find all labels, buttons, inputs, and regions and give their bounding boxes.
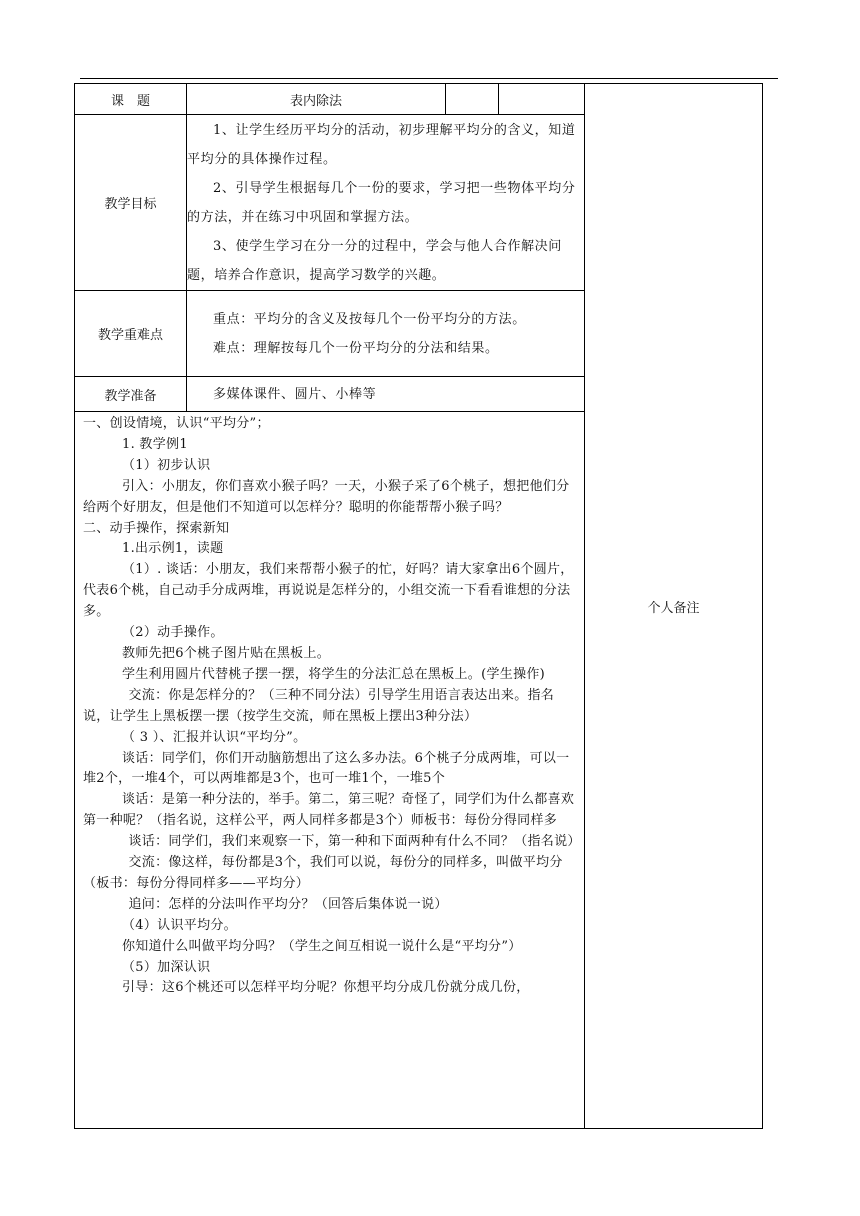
section-heading: 一、创设情境，认识“平均分”； — [83, 416, 270, 431]
body-paragraph: 学生利用圆片代替桃子摆一摆，将学生的分法汇总在黑板上。(学生操作) — [122, 666, 546, 682]
body-line: （5）加深认识 — [122, 959, 211, 975]
keypoints-label: 教学重难点 — [75, 291, 187, 377]
body-paragraph: （1）. 谈话：小朋友，我们来帮帮小猴子的忙，好吗？请大家拿出6个圆片，代表6个桃，自己动手分成两堆，再说说是怎样分的，小组交流一下看看谁想的分法多。 — [83, 562, 574, 620]
goals-label: 教学目标 — [75, 115, 187, 291]
body-line: （4）认识平均分。 — [122, 917, 237, 933]
lesson-body — [75, 412, 585, 1129]
body-line: 教师先把6个桃子图片贴在黑板上。 — [122, 645, 331, 661]
body-paragraph: 交流：像这样，每份都是3个，我们可以说，每份分的同样多，叫做平均分（板书：每份分得同样多——平均分） — [83, 855, 563, 891]
body-paragraph: 引入：小朋友，你们喜欢小猴子吗？一天，小猴子采了6个桃子，想把他们分给两个好朋友，但是他们不知道可以怎样分？聪明的你能帮帮小猴子吗？ — [83, 478, 570, 515]
body-line: （ 3 ）、汇报并认识“平均分”。 — [122, 729, 307, 745]
prep-value: 多媒体课件、圆片、小棒等 — [213, 386, 377, 402]
body-paragraph: 交流：你是怎样分的？（三种不同分法）引导学生用语言表达出来。指名说，让学生上黑板摆一摆（按学生交流，师在黑板上摆出3种分法） — [83, 687, 555, 724]
title-value: 表内除法 — [187, 84, 446, 115]
empty-cell — [446, 84, 499, 115]
goal-item: 3、使学生学习在分一分的过程中，学会与他人合作解决问题，培养合作意识，提高学习数学的兴趣。 — [187, 238, 562, 283]
body-paragraph: 谈话：同学们，我们来观察一下，第一种和下面两种有什么不同？（指名说） — [128, 834, 581, 850]
body-line: 追问：怎样的分法叫作平均分？（回答后集体说一说） — [128, 896, 448, 912]
lesson-plan-table — [74, 83, 763, 1129]
body-line: 引导：这6个桃还可以怎样平均分呢？你想平均分成几份就分成几份， — [122, 980, 530, 996]
body-line: 1. 教学例1 — [122, 436, 188, 452]
title-label: 课 题 — [75, 84, 187, 115]
title-row — [75, 84, 763, 115]
goal-item: 1、让学生经历平均分的活动，初步理解平均分的含义，知道平均分的具体操作过程。 — [187, 122, 576, 167]
body-line: （2）动手操作。 — [122, 625, 224, 641]
goals-content — [187, 115, 585, 291]
keypoints-content — [187, 291, 585, 377]
header-rule — [80, 78, 778, 79]
notes-label: 个人备注 — [647, 600, 700, 616]
prep-content — [187, 377, 585, 412]
body-paragraph: 谈话：是第一种分法的，举手。第二，第三呢？奇怪了，同学们为什么都喜欢第一种呢？（指名说，这样公平，两人同样多都是3个）师板书：每份分得同样多 — [83, 792, 575, 829]
body-line: 1.出示例1，读题 — [122, 541, 224, 557]
keypoint-item: 重点：平均分的含义及按每几个一份平均分的方法。 — [213, 311, 526, 327]
body-line: 你知道什么叫做平均分吗？（学生之间互相说一说什么是“平均分”） — [122, 938, 522, 954]
empty-cell — [499, 84, 585, 115]
notes-cell — [585, 84, 763, 1129]
keypoint-item: 难点：理解按每几个一份平均分的分法和结果。 — [213, 340, 499, 356]
prep-label: 教学准备 — [75, 377, 187, 412]
goal-item: 2、引导学生根据每几个一份的要求，学习把一些物体平均分的方法，并在练习中巩固和掌握方法。 — [187, 180, 576, 225]
body-paragraph: 谈话：同学们，你们开动脑筋想出了这么多办法。6个桃子分成两堆，可以一堆2个，一堆4个，可以两堆都是3个，也可一堆1个，一堆5个 — [83, 750, 570, 787]
body-line: （1）初步认识 — [122, 457, 211, 473]
section-heading: 二、动手操作，探索新知 — [83, 520, 230, 536]
